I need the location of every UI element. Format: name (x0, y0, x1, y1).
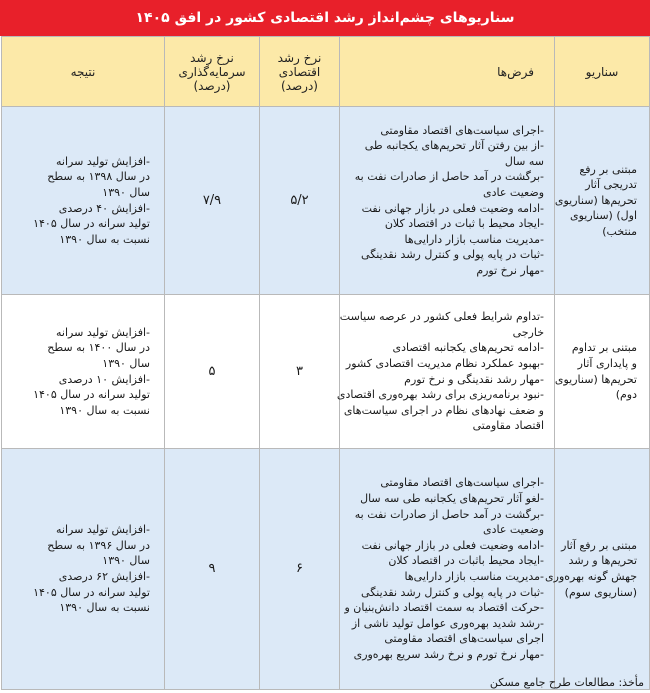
hypotheses-cell-line: -ادامه تحریم‌های یکجانبه اقتصادی (392, 341, 544, 355)
header-result: نتیجه (2, 37, 165, 107)
hypotheses-cell-line: -تداوم شرایط فعلی کشور در عرصه سیاست (339, 310, 544, 324)
table-row (2, 107, 650, 295)
result-cell-line: تولید سرانه در سال ۱۴۰۵ (33, 585, 150, 599)
scenario-cell-line: تحریم‌ها (سناریوی (554, 193, 637, 207)
scenario-cell-line: اول) (سناریوی (570, 209, 637, 223)
hypotheses-cell-line: -لغو آثار تحریم‌های یکجانبه طی سه سال (360, 492, 544, 506)
result-cell-line: نسبت به سال ۱۳۹۰ (59, 403, 150, 417)
hypotheses-cell-line: -ادامه وضعیت فعلی در بازار جهانی نفت (361, 201, 544, 215)
hypotheses-cell-line: -مدیریت مناسب بازار دارایی‌ها (404, 232, 544, 246)
table-row (2, 449, 650, 690)
hypotheses-cell-line: سه سال (504, 154, 544, 168)
hypotheses-cell-line: -مدیریت مناسب بازار دارایی‌ها (404, 570, 544, 583)
hypotheses-cell-line: -اجرای سیاست‌های اقتصاد مقاومتی (380, 123, 544, 137)
investment-growth-cell: ۷/۹ (165, 107, 260, 295)
header-hypotheses: فرض‌ها (340, 37, 555, 107)
scenario-cell-line: (سناریوی سوم) (564, 585, 637, 599)
hypotheses-cell-line: -ایجاد محیط باثبات در اقتصاد کلان (388, 554, 544, 568)
scenario-cell (555, 107, 650, 295)
scenario-cell-line: مبتنی بر رفع آثار (561, 538, 637, 552)
hypotheses-cell-line: -ادامه وضعیت فعلی در بازار جهانی نفت (361, 538, 544, 552)
scenario-cell-line: منتخب) (602, 224, 637, 238)
hypotheses-cell-line: -اجرای سیاست‌های اقتصاد مقاومتی (380, 476, 544, 490)
hypotheses-cell-line: -حرکت اقتصاد به سمت اقتصاد دانش‌بنیان و (344, 601, 544, 615)
result-cell-line: سال ۱۳۹۰ (102, 554, 150, 568)
result-cell-line: تولید سرانه در سال ۱۴۰۵ (33, 217, 150, 231)
table-title: سناریوهای چشم‌انداز رشد اقتصادی کشور در افق ۱۴۰۵ (0, 0, 650, 38)
hypotheses-cell (340, 449, 555, 690)
hypotheses-cell-line: اجرای سیاست‌های اقتصاد مقاومتی (384, 632, 544, 646)
result-cell-line: نسبت به سال ۱۳۹۰ (59, 232, 150, 246)
hypotheses-cell-line: -ثبات در پایه پولی و کنترل رشد نقدینگی (361, 248, 544, 262)
result-cell-line: تولید سرانه در سال ۱۴۰۵ (33, 388, 150, 402)
scenario-cell-line: دوم) (615, 388, 637, 402)
header-economic-growth: نرخ رشد اقتصادی (درصد) (260, 37, 340, 107)
hypotheses-cell-line: -نبود برنامه‌ریزی برای رشد بهره‌وری اقتصادی (336, 388, 544, 402)
hypotheses-cell-line: -بهبود عملکرد نظام مدیریت اقتصادی کشور (345, 356, 544, 370)
scenario-cell-line: جهش گونه بهره‌وری (545, 570, 637, 583)
economic-growth-cell: ۶ (260, 449, 340, 690)
result-cell-line: -افزایش تولید سرانه (56, 325, 150, 339)
header-scenario: سناریو (555, 37, 650, 107)
hypotheses-cell-line: -مهار رشد نقدینگی و نرخ تورم (404, 372, 544, 386)
economic-growth-cell: ۵/۲ (260, 107, 340, 295)
hypotheses-cell-line: -رشد شدید بهره‌وری عوامل تولید ناشی از (351, 616, 544, 630)
result-cell (2, 295, 165, 449)
result-cell-line: در سال ۱۳۹۸ به سطح (47, 170, 150, 184)
hypotheses-cell (340, 107, 555, 295)
result-cell-line: -افزایش ۱۰ درصدی (58, 372, 150, 386)
scenario-cell-line: تحریم‌ها و رشد (568, 554, 637, 568)
scenario-cell-line: مبتنی بر تداوم (571, 341, 637, 355)
result-cell-line: سال ۱۳۹۰ (102, 356, 150, 370)
hypotheses-cell-line: -ایجاد محیط با ثبات در اقتصاد کلان (384, 217, 544, 231)
scenario-table (1, 36, 650, 690)
header-investment-growth: نرخ رشد سرمایه‌گذاری (درصد) (165, 37, 260, 107)
result-cell-line: -افزایش تولید سرانه (56, 523, 150, 537)
hypotheses-cell-line: -ثبات در پایه پولی و کنترل رشد نقدینگی (361, 585, 544, 599)
scenario-cell (555, 295, 650, 449)
source-note: مأخذ: مطالعات طرح جامع مسکن (489, 676, 644, 689)
hypotheses-cell-line: اقتصاد مقاومتی (472, 419, 544, 433)
result-cell (2, 449, 165, 690)
result-cell-line: در سال ۱۳۹۶ به سطح (47, 538, 150, 552)
result-cell-line: در سال ۱۴۰۰ به سطح (47, 341, 150, 355)
hypotheses-cell-line: خارجی (512, 325, 544, 339)
scenario-cell-line: مبتنی بر رفع (579, 162, 637, 176)
scenario-cell-line: تحریم‌ها (سناریوی (554, 372, 637, 386)
scenario-cell (545, 449, 650, 690)
result-cell-line: -افزایش ۶۲ درصدی (58, 570, 150, 583)
hypotheses-cell-line: -برگشت در آمد حاصل از صادرات نفت به (354, 170, 544, 184)
table-row (2, 295, 650, 449)
hypotheses-cell-line: وضعیت عادی (483, 185, 544, 199)
hypotheses-cell (336, 295, 555, 449)
hypotheses-cell-line: -برگشت در آمد حاصل از صادرات نفت به (354, 507, 544, 521)
investment-growth-cell: ۵ (165, 295, 260, 449)
hypotheses-cell-line: و ضعف نهادهای نظام در اجرای سیاست‌های (343, 403, 544, 417)
result-cell-line: سال ۱۳۹۰ (102, 185, 150, 199)
scenario-cell-line: تدریجی آثار (585, 178, 637, 192)
result-cell-line: نسبت به سال ۱۳۹۰ (59, 601, 150, 615)
economic-growth-cell: ۳ (260, 295, 340, 449)
investment-growth-cell: ۹ (165, 449, 260, 690)
hypotheses-cell-line: -از بین رفتن آثار تحریم‌های یکجانبه طی (364, 139, 544, 153)
result-cell-line: -افزایش تولید سرانه (56, 154, 150, 168)
hypotheses-cell-line: وضعیت عادی (483, 523, 544, 537)
hypotheses-cell-line: -مهار نرخ تورم (476, 263, 544, 277)
result-cell-line: -افزایش ۴۰ درصدی (58, 201, 150, 215)
result-cell (2, 107, 165, 295)
hypotheses-cell-line: -مهار نرخ تورم و نرخ رشد سریع بهره‌وری (353, 647, 544, 661)
header-row (2, 37, 650, 107)
scenario-cell-line: و پایداری آثار (577, 356, 637, 370)
